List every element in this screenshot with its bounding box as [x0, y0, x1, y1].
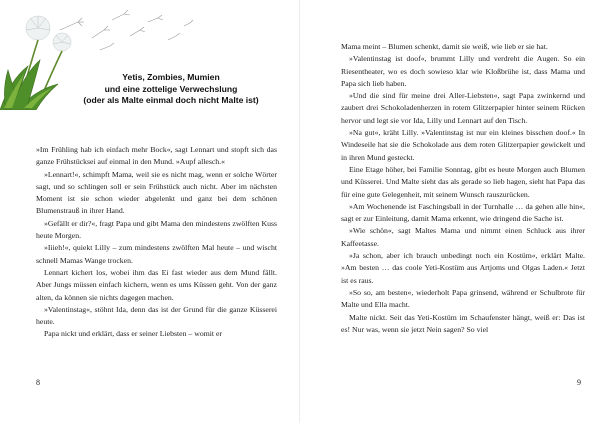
- page-number: 9: [577, 378, 581, 387]
- paragraph: »Ja schon, aber ich brauch unbedingt noch ein Kostüm«, erklärt Malte. »Am besten … das coole Yeti-Kostüm aus Artjoms und Olgas Laden.« Jetzt ist es raus.: [341, 251, 585, 285]
- paragraph: Papa nickt und erklärt, dass er seiner Liebsten – womit er: [44, 329, 222, 339]
- paragraph: Mama meint – Blumen schenkt, damit sie weiß, wie lieb er sie hat.: [341, 42, 548, 51]
- paragraph: »Lennart!«, schimpft Mama, weil sie es nicht mag, wenn er solche Wörter sagt, und so schlingen soll er sein Frühstück auch nicht. Aber im nächsten Moment ist sie schon wieder abgelenkt und ganz bei dem schönen Blumenstrauß in ihrer Hand.: [36, 169, 277, 216]
- chapter-title: [36, 72, 306, 107]
- paragraph: »Gefällt er dir?«, fragt Papa und gibt Mama den mindestens zwölften Kuss heute Morgen.: [36, 218, 277, 241]
- paragraph: »Und die sind für meine drei Aller-Liebsten«, sagt Papa zwinkernd und zaubert drei Schokoladenherzen in rotem Glitzerpapier hinter seinem Rücken hervor und legt sie vor Ida, Lilly und Lennart auf den Tisch.: [341, 91, 585, 125]
- paragraph: »Wie schön«, sagt Maltes Mama und nimmt einen Schluck aus ihrer Kaffeetasse.: [341, 226, 585, 248]
- paragraph: »Valentinstag ist doof«, brummt Lilly und verdreht die Augen. So ein Riesentheater, wo es doch sowieso klar wie Kloßbrühe ist, dass Mama und Papa sich lieb haben.: [341, 54, 585, 88]
- chapter-title-line: (oder als Malte einmal doch nicht Malte ist): [83, 95, 259, 106]
- paragraph: »Iiieh!«, quiekt Lilly – zum mindestens zwölften Mal heute – und wischt schnell Mamas Wange trocken.: [36, 243, 277, 265]
- paragraph: Lennart kichert los, wobei ihm das Ei fast wieder aus dem Mund fällt. Aber Jungs müssen einfach kichern, wenn es ums Küssen geht. Von der ganz alten, da können sie nichts dagegen machen.: [36, 267, 277, 302]
- paragraph: Malte nickt. Seit das Yeti-Kostüm im Schaufenster hängt, weiß er: Das ist es! Nur was, wenn sie jetzt Nein sagen? So viel: [341, 312, 585, 334]
- paragraph: »Im Frühling hab ich einfach mehr Bock«, sagt Lennart und stopft sich das ganze Frühstücksei auf einmal in den Mund. »Aupf allesch.«: [36, 145, 277, 167]
- page-number: 8: [36, 378, 40, 387]
- chapter-title-line: Yetis, Zombies, Mumien: [122, 72, 220, 82]
- right-body-text: [341, 41, 585, 336]
- paragraph: »Am Wochenende ist Faschingsball in der Turnhalle … da gehen alle hin«, sagt er zur Einleitung, damit Mama erkennt, wie dringend die Sache ist.: [341, 201, 585, 224]
- paragraph: »Valentinstag«, stöhnt Ida, denn das ist der Grund für die ganze Küsserei heute.: [36, 304, 277, 327]
- right-page: [300, 0, 600, 423]
- paragraph: »So so, am besten«, wiederholt Papa grinsend, während er Schulbrote für Malte und Ella macht.: [341, 287, 585, 310]
- chapter-title-line: und eine zottelige Verwechslung: [104, 83, 238, 94]
- paragraph: Eine Etage höher, bei Familie Sonntag, gibt es heute Morgen auch Blumen und Küsserei. Und Malte sieht das als gerade so lieb hagen, sieht hat Papa das für eine gute Gelegenheit, mit seinem Wunsch rauszurücken.: [341, 164, 585, 199]
- paragraph: »Na gut«, kräht Lilly. »Valentinstag ist nur ein kleines bisschen doof.« In Windeseile hat sie die Schokolade aus dem roten Glitzerpapier gewickelt und in ihren Mund gesteckt.: [341, 128, 585, 162]
- left-body-text: [36, 144, 277, 341]
